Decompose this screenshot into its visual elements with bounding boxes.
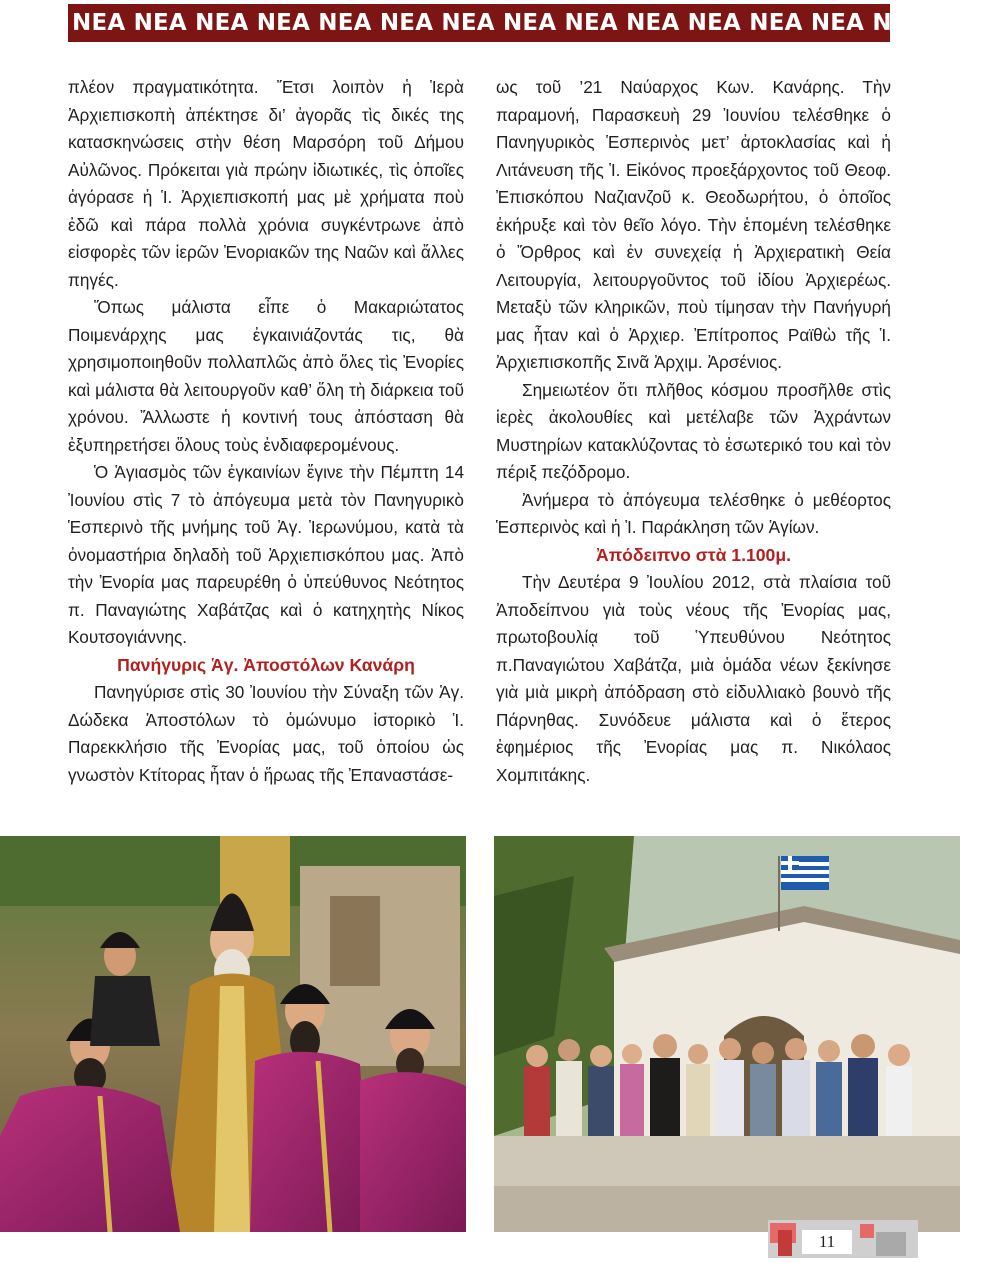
page-number: 11 bbox=[802, 1230, 852, 1254]
left-column bbox=[68, 74, 464, 789]
body-paragraph: Ὁ Ἁγιασμὸς τῶν ἐγκαινίων ἔγινε τὴν Πέμπτη 14 Ἰουνίου στὶς 7 τὸ ἀπόγευμα μετὰ τὸν Πανηγυρικὸ Ἑσπερινὸ τῆς μνήμης τοῦ Ἁγ. Ἱερωνύμου, κατὰ τὰ ὀνομαστήρια δηλαδὴ τοῦ Ἀρχιεπισκόπου μας. Ἀπὸ τὴν Ἐνορία μας παρευρέθη ὁ ὑπεύθυνος Νεότητος π. Παναγιώτης Χαβάτζας καὶ ὁ κατηχητὴς Νίκος Κουτσογιάννης. bbox=[68, 462, 464, 647]
body-paragraph: πλέον πραγματικότητα. Ἔτσι λοιπὸν ἡ Ἱερὰ Ἀρχιεπισκοπὴ ἀπέκτησε δι’ ἀγορᾶς τὶς δικές της κατασκηνώσεις στὴν θέση Μαρσόρη τοῦ Δήμου Αὐλῶνος. Πρόκειται γιὰ πρώην ἰδιωτικές, τὶς ὁποῖες ἀγόρασε ἡ Ἱ. Ἀρχιεπισκοπή μας μὲ χρήματα ποὺ ἐδῶ καὶ πάρα πολλὰ χρόνια συγκέντρωνε ἀπὸ εἰσφορὲς τῶν ἱερῶν Ἐνοριακῶν της Ναῶν καὶ ἄλλες πηγές. bbox=[68, 77, 464, 290]
news-banner: ΝΕΑ ΝΕΑ ΝΕΑ ΝΕΑ ΝΕΑ ΝΕΑ ΝΕΑ ΝΕΑ ΝΕΑ ΝΕΑ ΝΕΑ ΝΕΑ ΝΕΑ ΝΕΑ ΝΕΑ bbox=[68, 4, 890, 42]
body-paragraph: Τὴν Δευτέρα 9 Ἰουλίου 2012, στὰ πλαίσια τοῦ Ἀποδείπνου γιὰ τοὺς νέους τῆς Ἐνορίας μας, πρωτοβουλίᾳ τοῦ Ὑπευθύνου Νεότητος π.Παναγιώτου Χαβάτζα, μιὰ ὁμάδα νέων ξεκίνησε γιὰ μιὰ μικρὴ ἀπόδραση στὸ εἰδυλλιακὸ βουνὸ τῆς Πάρνηθας. Συνόδευε μάλιστα καὶ ὁ ἕτερος ἐφημέριος τῆς Ἐνορίας μας π. Νικόλαος Χομπιτάκης. bbox=[496, 572, 891, 785]
body-paragraph: ως τοῦ ’21 Ναύαρχος Κων. Κανάρης. Τὴν παραμονή, Παρασκευὴ 29 Ἰουνίου τελέσθηκε ὁ Πανηγυρικὸς Ἑσπερινὸς μετ’ ἀρτοκλασίας καὶ ἡ Λιτάνευση τῆς Ἱ. Εἰκόνος προεξάρχοντος τοῦ Θεοφ. Ἐπισκόπου Ναζιανζοῦ κ. Θεοδωρήτου, ὁ ὁποῖος ἐκήρυξε καὶ τὸν θεῖο λόγο. Τὴν ἑπομένη τελέσθηκε ὁ Ὄρθρος καὶ ἐν συνεχείᾳ ἡ Ἀρχιερατικὴ Θεία Λειτουργία, λειτουργοῦντος τοῦ ἰδίου Ἀρχιερέως. Μεταξὺ τῶν κληρικῶν, ποὺ τίμησαν τὴν Πανήγυρή μας ἦταν καὶ ὁ Ἀρχιερ. Ἐπίτροπος Ραϊθὼ τῆς Ἱ. Ἀρχιεπισκοπῆς Σινᾶ Ἀρχιμ. Ἀρσένιος. bbox=[496, 77, 891, 372]
right-column bbox=[496, 74, 891, 789]
body-paragraph: Ἀνήμερα τὸ ἀπόγευμα τελέσθηκε ὁ μεθέορτος Ἑσπερινὸς καὶ ἡ Ἱ. Παράκληση τῶν Ἁγίων. bbox=[496, 489, 891, 537]
chapel-group-photo bbox=[494, 836, 960, 1232]
page-number-box bbox=[768, 1220, 918, 1258]
section-heading-apodeipno: Ἀπόδειπνο στὰ 1.100μ. bbox=[596, 544, 791, 565]
body-paragraph: Πανηγύρισε στὶς 30 Ἰουνίου τὴν Σύναξη τῶν Ἁγ. Δώδεκα Ἀποστόλων τὸ ὁμώνυμο ἱστορικὸ Ἱ. Παρεκκλήσιο τῆς Ἐνορίας μας, τοῦ ὁποίου ὡς γνωστὸν Κτίτορας ἦταν ὁ ἥρωας τῆς Ἐπαναστάσε- bbox=[68, 682, 464, 785]
section-heading-panigyris: Πανήγυρις Ἁγ. Ἀποστόλων Κανάρη bbox=[117, 654, 415, 675]
clergy-ceremony-photo bbox=[0, 836, 466, 1232]
body-paragraph: Σημειωτέον ὅτι πλῆθος κόσμου προσῆλθε στὶς ἱερὲς ἀκολουθίες καὶ μετέλαβε τῶν Ἀχράντων Μυστηρίων κατακλύζοντας τὸ ἐσωτερικό του καὶ τὸν πέριξ πεζόδρομο. bbox=[496, 379, 891, 482]
body-paragraph: Ὅπως μάλιστα εἶπε ὁ Μακαριώτατος Ποιμενάρχης μας ἐγκαινιάζοντάς τις, θὰ χρησιμοποιηθοῦν πολλαπλῶς ἀπὸ ὅλες τὶς Ἐνορίες καὶ μάλιστα θὰ λειτουργοῦν καθ’ ὅλη τὴ διάρκεια τοῦ χρόνου. Ἄλλωστε ἡ κοντινή τους ἀπόσταση θὰ ἐξυπηρετήσει ὅλους τοὺς ἐνδιαφερομένους. bbox=[68, 297, 464, 455]
